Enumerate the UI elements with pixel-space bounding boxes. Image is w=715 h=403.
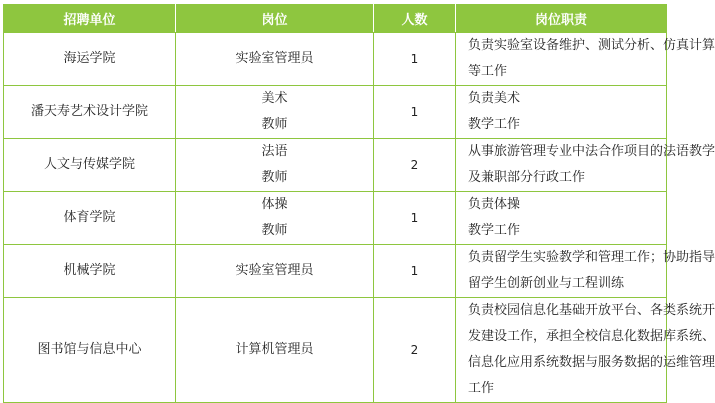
cell-position [176,86,374,139]
table-row [4,245,667,298]
header-count: 人数 [374,5,456,33]
duties-line: 负责留学生实验教学和管理工作；协助指导 [468,250,715,265]
duties-line: 工作 [468,381,495,396]
cell-duties [456,86,667,139]
cell-count: 1 [374,192,456,245]
duties-line: 教学工作 [468,223,521,238]
cell-unit: 人文与传媒学院 [4,139,176,192]
duties-line: 及兼职部分行政工作 [468,170,586,185]
cell-unit: 机械学院 [4,245,176,298]
position-line: 法语 [261,144,288,159]
cell-position [176,245,374,298]
table-row [4,86,667,139]
duties-line: 信息化应用系统数据与服务数据的运维管理 [468,355,715,370]
cell-count: 1 [374,33,456,86]
position-line: 计算机管理员 [235,342,314,357]
position-line: 教师 [261,170,288,185]
cell-position [176,192,374,245]
position-line: 教师 [261,223,288,238]
duties-line: 发建设工作，承担全校信息化数据库系统、 [468,329,715,344]
cell-position [176,33,374,86]
position-line: 美术 [261,91,288,106]
header-unit: 招聘单位 [4,5,176,33]
cell-duties [456,139,715,192]
cell-unit: 海运学院 [4,33,176,86]
duties-line: 负责校园信息化基础开放平台、各类系统开 [468,303,715,318]
cell-position [176,139,374,192]
cell-count: 1 [374,245,456,298]
table-row [4,192,667,245]
table-row [4,298,667,403]
cell-duties [456,33,715,86]
cell-count: 2 [374,139,456,192]
cell-unit: 体育学院 [4,192,176,245]
duties-line: 负责体操 [468,197,521,212]
position-line: 教师 [261,117,288,132]
header-duties: 岗位职责 [456,5,667,33]
cell-unit: 潘天寿艺术设计学院 [4,86,176,139]
table-row [4,139,667,192]
position-line: 实验室管理员 [235,263,314,278]
cell-position [176,298,374,403]
cell-duties [456,245,715,298]
duties-line: 等工作 [468,64,508,79]
position-line: 体操 [261,197,288,212]
duties-line: 从事旅游管理专业中法合作项目的法语教学 [468,144,715,159]
duties-line: 留学生创新创业与工程训练 [468,276,625,291]
recruitment-table [3,4,715,403]
table-row [4,33,667,86]
position-line: 实验室管理员 [235,51,314,66]
table-body [4,33,715,403]
duties-line: 负责美术 [468,91,521,106]
cell-count: 1 [374,86,456,139]
cell-count: 2 [374,298,456,403]
table-header-row [4,5,667,33]
cell-duties [456,298,715,403]
cell-unit: 图书馆与信息中心 [4,298,176,403]
header-position: 岗位 [176,5,374,33]
duties-line: 负责实验室设备维护、测试分析、仿真计算 [468,38,715,53]
duties-line: 教学工作 [468,117,521,132]
cell-duties [456,192,667,245]
